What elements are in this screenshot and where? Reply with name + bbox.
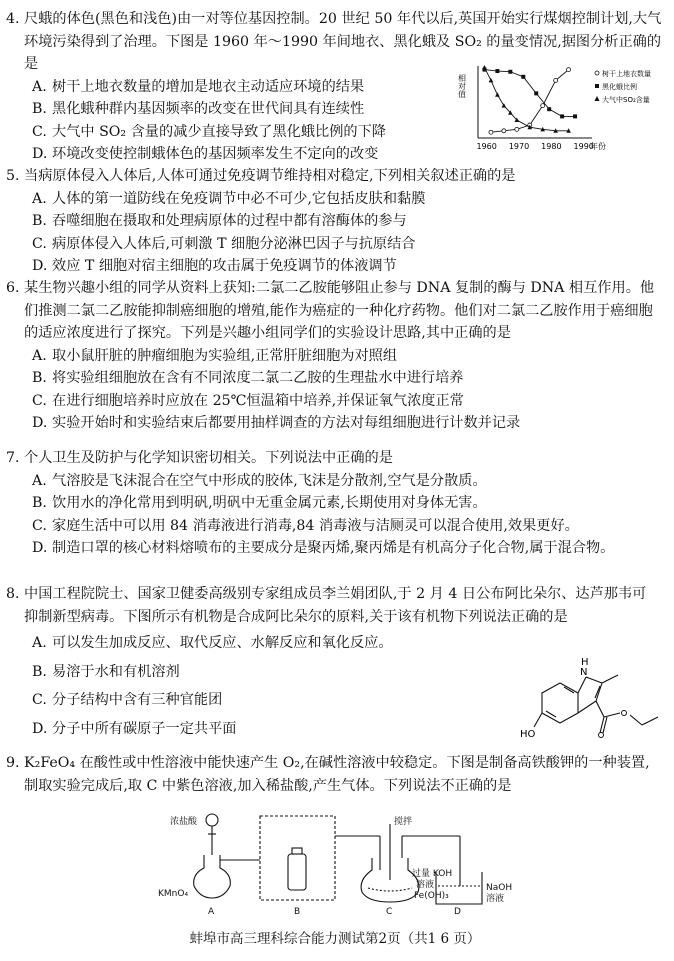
question-5-option-d: D. 效应 T 细胞对宿主细胞的攻击属于免疫调节的体液调节 — [32, 258, 397, 274]
mol-label-h: H — [581, 657, 589, 668]
chart-point — [482, 65, 487, 70]
question-7 — [6, 447, 658, 560]
chart-point — [502, 129, 506, 133]
apparatus-diagram — [150, 810, 520, 918]
mol-label-nh: N — [580, 667, 588, 678]
question-6-stem: 6. 某生物兴趣小组的同学从资料上获知:二氯二乙胺能够阻止参与 DNA 复制的酶与 DNA 相互作用。他们推测二氯二乙胺能抑制癌细胞的增殖,能作为癌症的一种化疗药物。他们对二氯二乙胺作用于癌细胞的适应浓度进行了探究。下列是兴趣小组同学们的实验设计思路,其中正确的是 — [6, 280, 655, 341]
legend-marker — [595, 84, 599, 88]
question-6-option-c: C. 在进行细胞培养时应放在 25℃恒温箱中培养,并保证氧气浓度正常 — [32, 392, 464, 409]
chart-point — [521, 75, 525, 79]
label-hcl: 浓盐酸 — [170, 817, 198, 827]
mol-label-ho: HO — [520, 729, 536, 740]
question-7-option-c: C. 家庭生活中可以用 84 消毒液进行消毒,84 消毒液与洁厕灵可以混合使用,效果更好。 — [32, 517, 579, 534]
question-4-stem: 4. 尺蛾的体色(黑色和浅色)由一对等位基因控制。20 世纪 50 年代以后,英国开始实行煤烟控制计划,大气环境污染得到了治理。下图是 1960 年～1990 年间地衣、黑化蛾及 SO₂ 的量变情况,据图分析正确的是 — [6, 11, 662, 72]
question-8-option-b: B. 易溶于水和有机溶剂 — [32, 663, 180, 680]
chart-point — [560, 114, 564, 118]
question-4-option-b: B. 黑化蛾种群内基因频率的改变在世代间具有连续性 — [32, 101, 365, 117]
question-8-stem: 8. 中国工程院院士、国家卫健委高级别专家组成员李兰娟团队,于 2 月 4 日公布阿比朵尔、达芦那韦可抑制新型病毒。下图所示有机物是合成阿比朵尔的原料,关于该有机物下列说法正确的是 — [6, 586, 647, 625]
page-footer: 蚌埠市高三理科综合能力测试第2页（共1 6 页） — [189, 931, 481, 947]
chart-point — [489, 130, 493, 134]
question-7-stem: 7. 个人卫生及防护与化学知识密切相关。下列说法中正确的是 — [6, 450, 393, 466]
label-b: B — [294, 907, 301, 917]
question-7-option-b: B. 饮用水的净化常用到明矾,明矾中无重金属元素,长期使用对身体无害。 — [32, 495, 487, 511]
chart-x-unit: 年份 — [590, 142, 606, 151]
question-4-option-d: D. 环境改变使控制蛾体色的基因频率发生不定向的改变 — [32, 146, 379, 162]
chart-series-line — [484, 70, 575, 117]
chart-x-tick: 1990 — [573, 142, 594, 151]
label-a: A — [208, 907, 215, 917]
chart-point — [573, 114, 577, 118]
question-6-option-a: A. 取小鼠肝脏的肿瘤细胞为实验组,正常肝脏细胞为对照组 — [32, 347, 398, 364]
question-8-option-d: D. 分子中所有碳原子一定共平面 — [32, 720, 237, 737]
chart-point — [534, 91, 538, 95]
label-naoh2: 溶液 — [486, 894, 505, 904]
chart-x-tick: 1970 — [508, 142, 530, 151]
question-5 — [6, 165, 658, 278]
label-naoh1: NaOH — [486, 883, 513, 893]
chart-point — [554, 78, 558, 82]
question-7-option-d: D. 制造口罩的核心材料熔喷布的主要成分是聚丙烯,聚丙烯是有机高分子化合物,属于混合物。 — [32, 540, 615, 556]
chart-x-tick: 1960 — [476, 142, 497, 151]
chart-point — [495, 92, 500, 97]
label-feoh: Fe(OH)₃ — [414, 891, 449, 901]
chart-point — [508, 70, 512, 74]
question-4-option-a: A. 树干上地衣数量的增加是地衣主动适应环境的结果 — [32, 78, 365, 95]
indole-molecule-structure — [520, 653, 670, 743]
label-d: D — [454, 907, 461, 917]
chart-point — [515, 127, 519, 131]
label-koh2: 溶液 — [416, 880, 435, 890]
chart-point — [547, 107, 551, 111]
question-8-option-c: C. 分子结构中含有三种官能团 — [32, 692, 223, 708]
question-5-option-a: A. 人体的第一道防线在免疫调节中必不可少,它包括皮肤和黏膜 — [32, 190, 426, 207]
chart-point — [567, 68, 571, 72]
legend-marker — [595, 96, 600, 101]
chart-point — [495, 69, 499, 73]
chart-x-tick: 1980 — [541, 142, 562, 151]
legend-label: 树干上地衣数量 — [602, 70, 651, 78]
q4-line-chart — [457, 60, 665, 160]
question-9-stem: 9. K₂FeO₄ 在酸性或中性溶液中能快速产生 O₂,在碱性溶液中较稳定。下图是制备高铁酸钾的一种装置,制取实验完成后,取 C 中紫色溶液,加入稀盐酸,产生气体。下列说法不正确的是 — [6, 755, 650, 794]
chart-point — [489, 78, 494, 83]
question-4-option-c: C. 大气中 SO₂ 含量的减少直接导致了黑化蛾比例的下降 — [32, 123, 386, 140]
question-6-option-d: D. 实验开始时和实验结束后都要用抽样调查的方法对每组细胞进行计数并记录 — [32, 415, 521, 431]
chart-series-line — [484, 67, 568, 130]
label-c: C — [386, 907, 393, 917]
question-9 — [6, 752, 658, 797]
legend-marker — [595, 71, 599, 75]
question-5-stem: 5. 当病原体侵入人体后,人体可通过免疫调节维持相对稳定,下列相关叙述正确的是 — [6, 168, 516, 184]
question-5-option-b: B. 吞噬细胞在摄取和处理病原体的过程中都有溶酶体的参与 — [32, 213, 407, 229]
question-6-option-b: B. 将实验组细胞放在含有不同浓度二氯二乙胺的生理盐水中进行培养 — [32, 370, 464, 386]
question-8-option-a: A. 可以发生加成反应、取代反应、水解反应和氧化反应。 — [32, 635, 393, 651]
label-stir: 搅拌 — [394, 817, 413, 827]
label-koh1: 过量 KOH — [412, 869, 453, 879]
label-kmno4: KMnO₄ — [158, 889, 189, 899]
chart-point — [541, 104, 545, 108]
chart-y-label: 相对值 — [457, 74, 467, 98]
legend-label: 黑化蛾比例 — [602, 83, 637, 91]
question-6 — [6, 277, 658, 435]
legend-label: 大气中SO₂含量 — [602, 96, 650, 104]
question-5-option-c: C. 病原体侵入人体后,可刺激 T 细胞分泌淋巴因子与抗原结合 — [32, 235, 416, 252]
question-7-option-a: A. 气溶胶是飞沫混合在空气中形成的胶体,飞沫是分散剂,空气是分散质。 — [32, 472, 487, 489]
